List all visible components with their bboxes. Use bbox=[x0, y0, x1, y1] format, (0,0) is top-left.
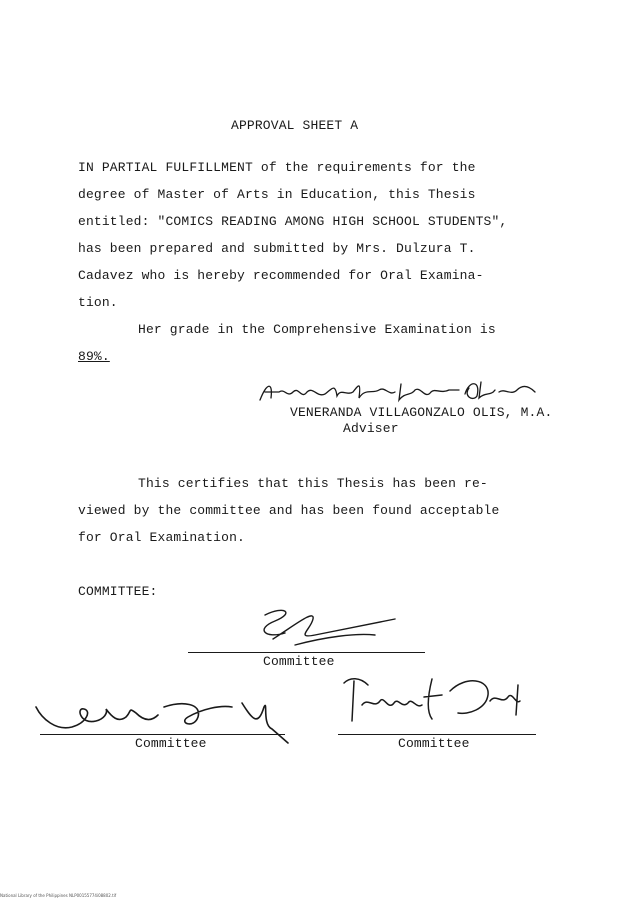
paragraph-line: Cadavez who is hereby recommended for Oral Examina- bbox=[78, 268, 484, 283]
committee-line-2 bbox=[40, 734, 285, 735]
paragraph-line: for Oral Examination. bbox=[78, 530, 245, 545]
document-title: APPROVAL SHEET A bbox=[231, 118, 359, 133]
paragraph-line: viewed by the committee and has been found acceptable bbox=[78, 503, 500, 518]
committee-heading: COMMITTEE: bbox=[78, 584, 158, 599]
committee-signature-1 bbox=[225, 605, 425, 655]
paragraph-line: degree of Master of Arts in Education, this Thesis bbox=[78, 187, 476, 202]
footer-source: National Library of the Philippines NLP00155774i08802.tif bbox=[0, 893, 117, 898]
grade-statement: Her grade in the Comprehensive Examination is bbox=[138, 322, 496, 337]
committee-label-1: Committee bbox=[263, 654, 335, 669]
paragraph-line: has been prepared and submitted by Mrs. Dulzura T. bbox=[78, 241, 476, 256]
grade-value: 89%. bbox=[78, 349, 110, 364]
committee-label-3: Committee bbox=[398, 736, 470, 751]
paragraph-line: tion. bbox=[78, 295, 118, 310]
committee-line-3 bbox=[338, 734, 536, 735]
committee-label-2: Committee bbox=[135, 736, 207, 751]
paragraph-line: This certifies that this Thesis has been re- bbox=[138, 476, 488, 491]
paragraph-line: IN PARTIAL FULFILLMENT of the requirements for the bbox=[78, 160, 476, 175]
committee-signature-3 bbox=[340, 675, 540, 735]
adviser-role: Adviser bbox=[343, 421, 399, 436]
paragraph-line: entitled: "COMICS READING AMONG HIGH SCHOOL STUDENTS", bbox=[78, 214, 508, 229]
committee-line-1 bbox=[188, 652, 425, 653]
adviser-signature bbox=[255, 378, 555, 408]
adviser-name: VENERANDA VILLAGONZALO OLIS, M.A. bbox=[290, 405, 553, 420]
